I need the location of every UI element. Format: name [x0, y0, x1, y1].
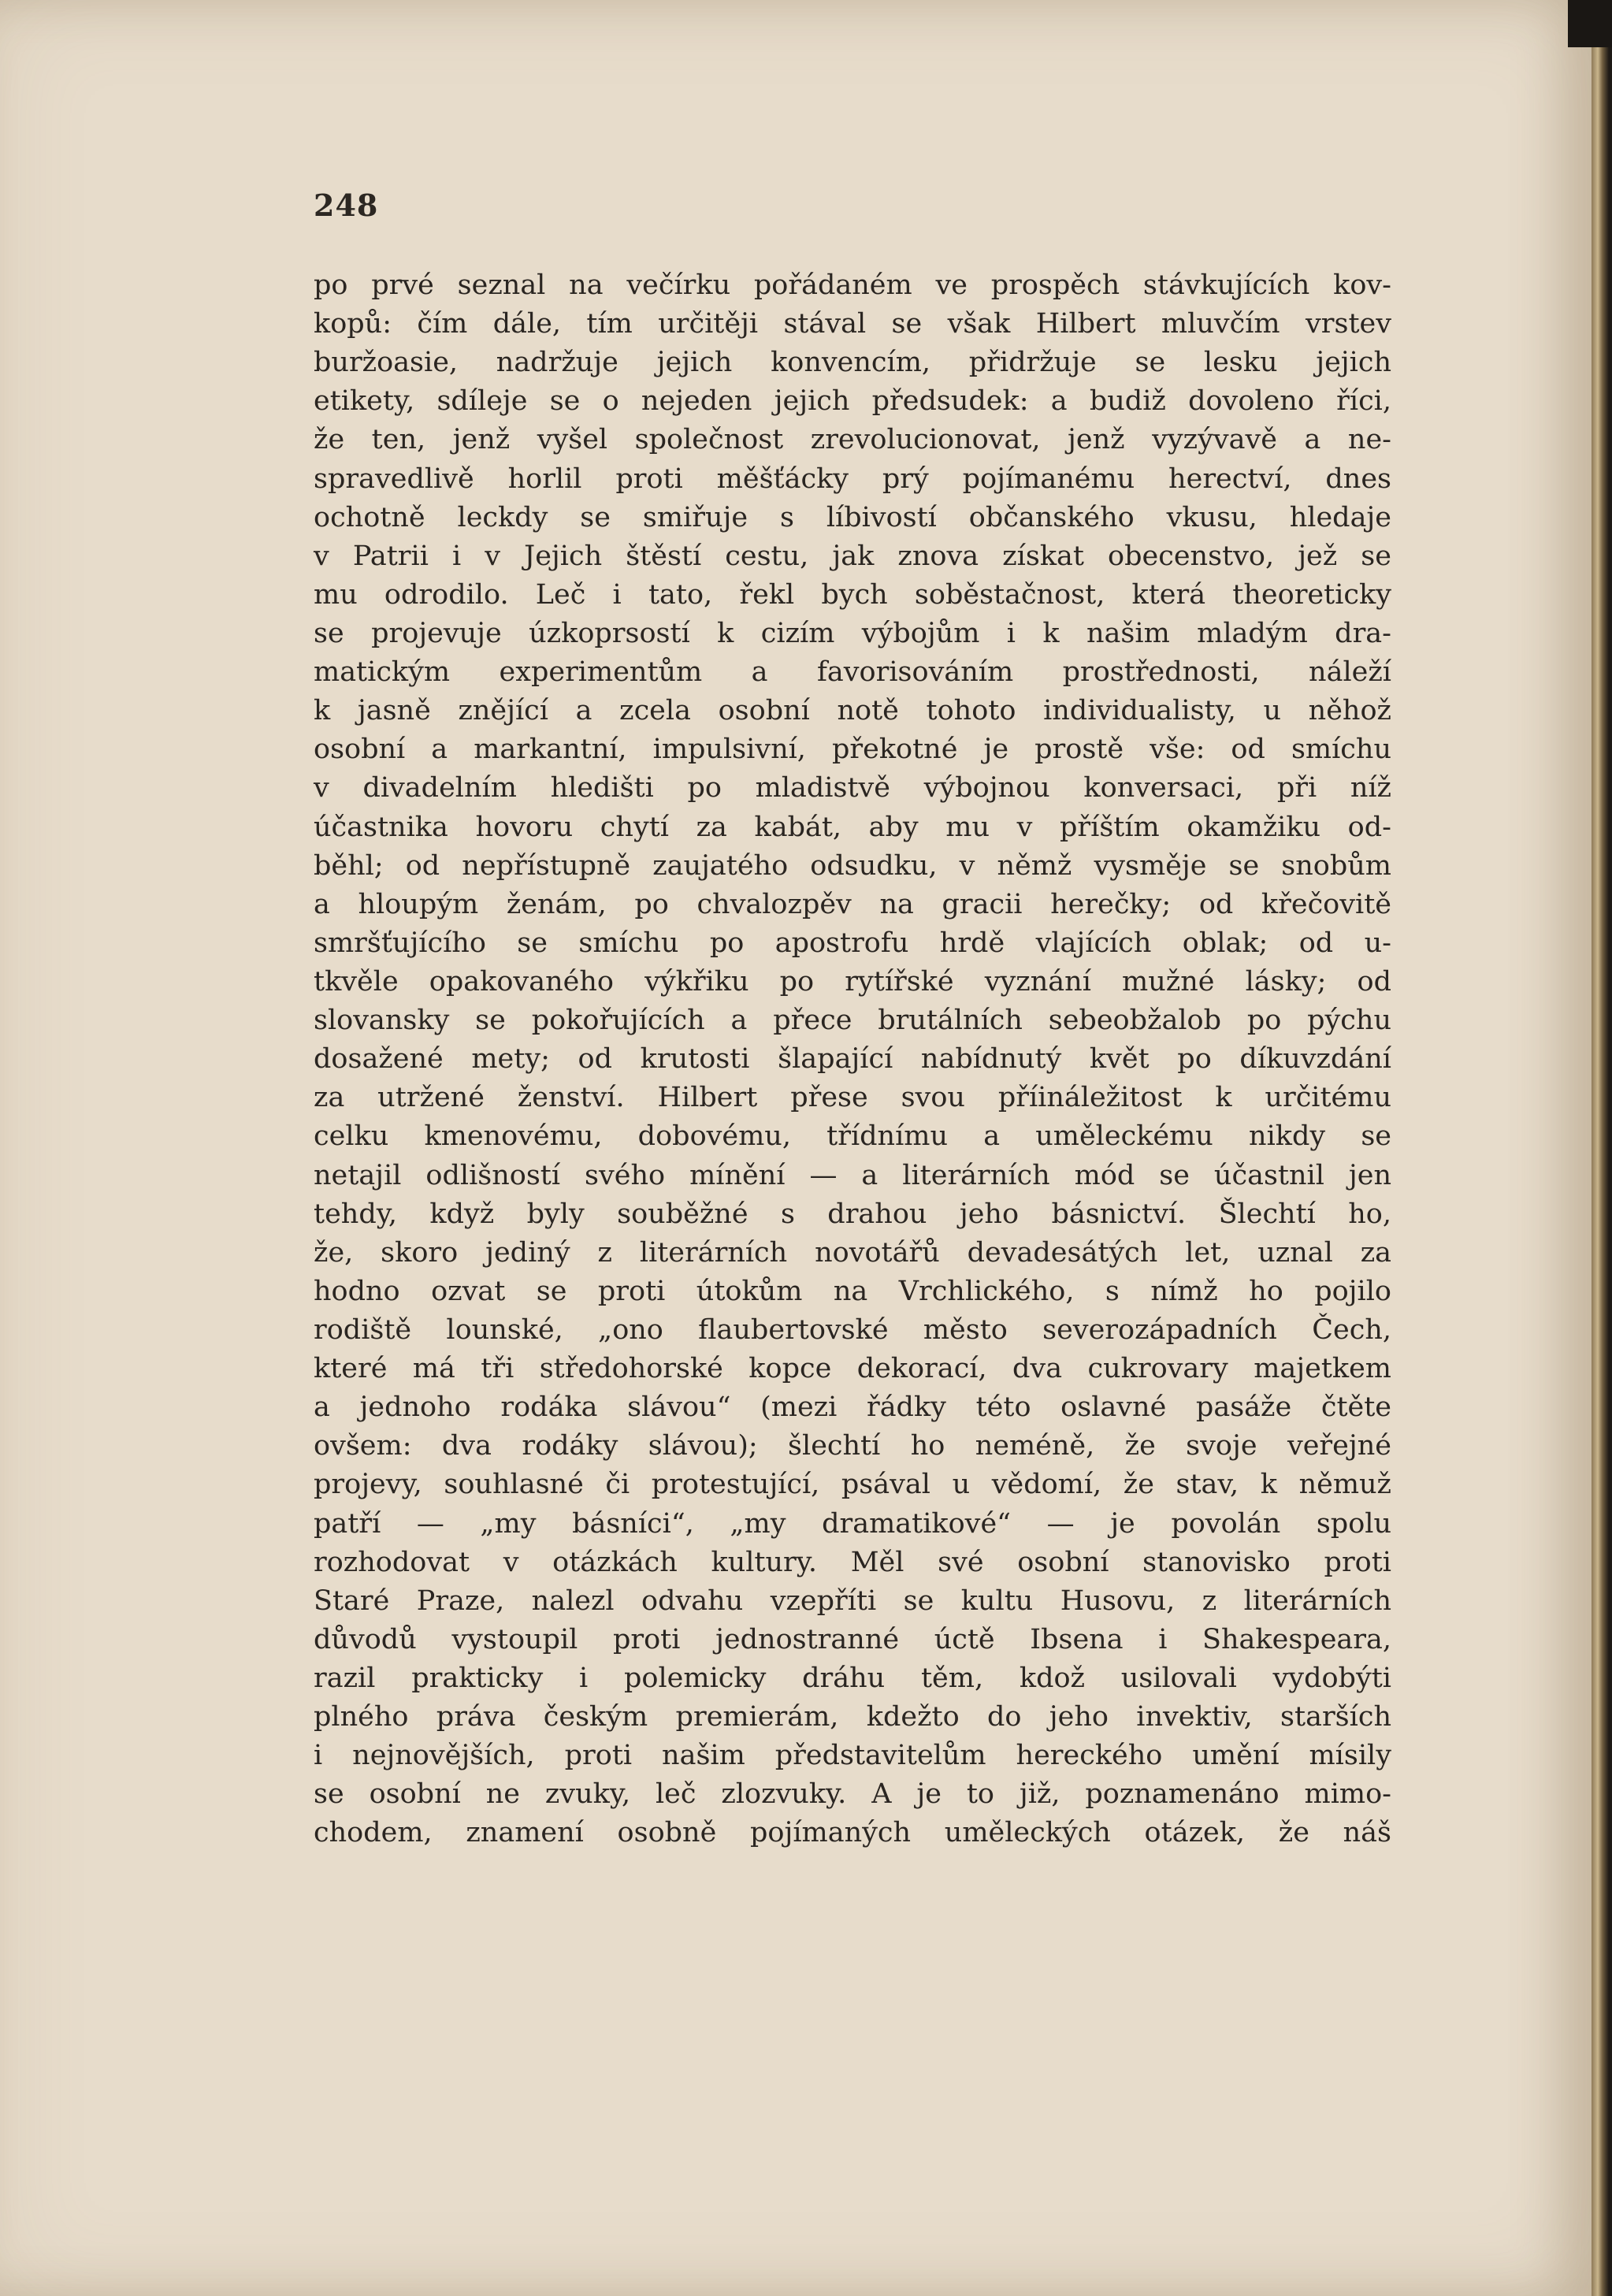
text-line: celku kmenovému, dobovému, třídnímu a uměleckému nikdy se — [314, 1120, 1391, 1153]
text-line: projevy, souhlasné či protestující, psával u vědomí, že stav, k němuž — [314, 1469, 1391, 1501]
text-line: netajil odlišností svého mínění — a literárních mód se účastnil jen — [314, 1159, 1391, 1191]
text-line: rozhodovat v otázkách kultury. Měl své osobní stanovisko proti — [314, 1546, 1391, 1578]
text-line: že, skoro jediný z literárních novotářů devadesátých let, uznal za — [314, 1236, 1391, 1269]
text-line: které má tři středohorské kopce dekorací, dva cukrovary majetkem — [314, 1353, 1391, 1385]
text-line: se projevuje úzkoprsostí k cizím výbojům i k našim mladým dra- — [314, 617, 1391, 649]
text-line: razil prakticky i polemicky dráhu těm, kdož usilovali vydobýti — [314, 1662, 1391, 1694]
text-line: Staré Praze, nalezl odvahu vzepříti se kultu Husovu, z literárních — [314, 1585, 1391, 1617]
text-line: i nejnovějších, proti našim představitelům hereckého umění mísily — [314, 1740, 1391, 1772]
text-line: běhl; od nepřístupně zaujatého odsudku, v němž vysměje se snobům — [314, 849, 1391, 882]
text-line: k jasně znějící a zcela osobní notě tohoto individualisty, u něhož — [314, 695, 1391, 727]
text-line: v divadelním hledišti po mladistvě výbojnou konversaci, při níž — [314, 772, 1391, 804]
text-line: patří — „my básníci“, „my dramatikové“ — je povolán spolu — [314, 1507, 1391, 1540]
text-line: účastnika hovoru chytí za kabát, aby mu v příštím okamžiku od- — [314, 811, 1391, 843]
text-line: etikety, sdíleje se o nejeden jejich předsudek: a budiž dovoleno říci, — [314, 385, 1391, 418]
text-line: ochotně leckdy se smiřuje s líbivostí občanského vkusu, hledaje — [314, 501, 1391, 533]
text-line: ovšem: dva rodáky slávou); šlechtí ho neméně, že svoje veřejné — [314, 1430, 1391, 1462]
text-line: a hloupým ženám, po chvalozpěv na gracii herečky; od křečovitě — [314, 888, 1391, 920]
text-line: osobní a markantní, impulsivní, překotné je prostě vše: od smíchu — [314, 734, 1391, 766]
text-line: chodem, znamení osobně pojímaných uměleckých otázek, že náš — [314, 1817, 1391, 1849]
text-line: a jednoho rodáka slávou“ (mezi řádky této oslavné pasáže čtěte — [314, 1391, 1391, 1424]
scan-border — [1568, 0, 1612, 47]
text-line: buržoasie, nadržuje jejich konvencím, přidržuje se lesku jejich — [314, 347, 1391, 379]
text-line: slovansky se pokořujících a přece brutálních sebeobžalob po pýchu — [314, 1005, 1391, 1037]
text-line: mu odrodilo. Leč i tato, řekl bych soběstačnost, která theoreticky — [314, 578, 1391, 611]
body-text — [314, 266, 1391, 1852]
text-line: spravedlivě horlil proti měšťácky prý pojímanému herectví, dnes — [314, 463, 1391, 495]
text-line: v Patrii i v Jejich štěstí cestu, jak znova získat obecenstvo, jež se — [314, 540, 1391, 572]
text-line: tehdy, když byly souběžné s drahou jeho básnictví. Šlechtí ho, — [314, 1198, 1391, 1230]
text-line: po prvé seznal na večírku pořádaném ve prospěch stávkujících kov- — [314, 269, 1391, 301]
text-line: hodno ozvat se proti útokům na Vrchlického, s nímž ho pojilo — [314, 1275, 1391, 1307]
text-line: dosažené mety; od krutosti šlapající nabídnutý květ po díkuvzdání — [314, 1043, 1391, 1076]
text-line: že ten, jenž vyšel společnost zrevolucionovat, jenž vyzývavě a ne- — [314, 424, 1391, 456]
text-line: smršťujícího se smíchu po apostrofu hrdě vlajících oblak; od u- — [314, 927, 1391, 959]
text-line: za utržené ženství. Hilbert přese svou příináležitost k určitému — [314, 1082, 1391, 1114]
text-line: se osobní ne zvuky, leč zlozvuky. A je to již, poznamenáno mimo- — [314, 1778, 1391, 1811]
text-line: plného práva českým premierám, kdežto do jeho invektiv, starších — [314, 1701, 1391, 1733]
text-line: důvodů vystoupil proti jednostranné úctě Ibsena i Shakespeara, — [314, 1623, 1391, 1655]
text-line: matickým experimentům a favorisováním prostřednosti, náleží — [314, 656, 1391, 689]
page-edge — [1592, 0, 1612, 2296]
text-line: rodiště lounské, „ono flaubertovské město severozápadních Čech, — [314, 1313, 1391, 1346]
text-line: kopů: čím dále, tím určitěji stával se však Hilbert mluvčím vrstev — [314, 308, 1391, 340]
page-number: 248 — [314, 188, 379, 223]
text-line: tkvěle opakovaného výkřiku po rytířské vyznání mužné lásky; od — [314, 965, 1391, 998]
